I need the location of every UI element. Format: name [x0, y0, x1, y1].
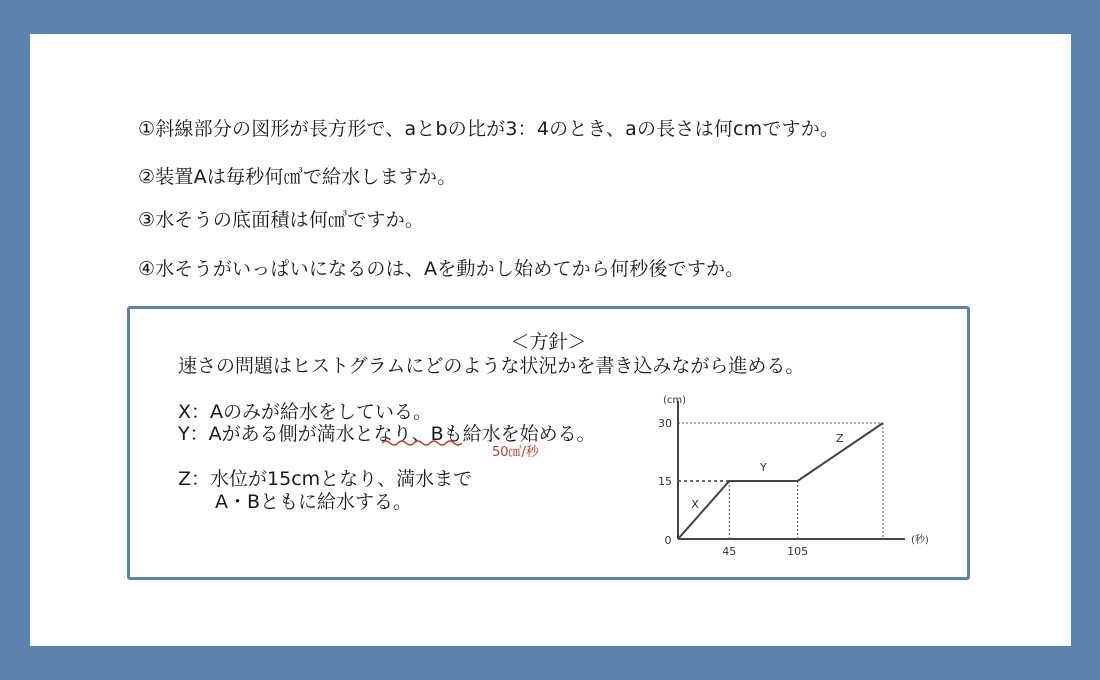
segment-label-y: Y [760, 461, 767, 474]
policy-y-underlined: Bも給水 [430, 423, 501, 445]
policy-box [127, 306, 970, 580]
segment-label-z: Z [835, 432, 844, 446]
water-level-graph [655, 389, 945, 569]
question-3: ③水そうの底面積は何㎤ですか。 [138, 209, 425, 231]
policy-y-prefix: Y：Aがある側が満水となり、 [178, 423, 431, 445]
policy-z-line-2: A・Bともに給水する。 [215, 491, 413, 513]
policy-intro: 速さの問題はヒストグラムにどのような状況かを書き込みながら進める。 [178, 355, 805, 377]
rate-note: 50㎤/秒 [492, 445, 539, 460]
policy-y-suffix: を始める。 [500, 423, 596, 445]
question-2: ②装置Aは毎秒何㎤で給水しますか。 [138, 166, 457, 188]
policy-title: ＜方針＞ [510, 331, 587, 353]
worksheet [30, 34, 1071, 646]
policy-z-line-1: Z：水位が15cmとなり、満水まで [178, 468, 473, 490]
x-tick-0: 0 [664, 534, 672, 547]
x-axis-label: (秒) [911, 535, 929, 546]
x-tick-105: 105 [787, 545, 809, 558]
x-tick-45: 45 [722, 545, 737, 558]
y-axis-label: (cm) [663, 395, 687, 406]
question-4: ④水そうがいっぱいになるのは、Aを動かし始めてから何秒後ですか。 [138, 258, 745, 280]
policy-x-line: X：Aのみが給水をしている。 [178, 401, 433, 423]
y-tick-30: 30 [658, 417, 672, 430]
y-tick-15: 15 [658, 475, 672, 488]
wavy-underline [382, 439, 466, 447]
question-1: ①斜線部分の図形が長方形で、aとbの比が3：4のとき、aの長さは何cmですか。 [138, 118, 840, 140]
segment-label-x: X [691, 498, 699, 512]
